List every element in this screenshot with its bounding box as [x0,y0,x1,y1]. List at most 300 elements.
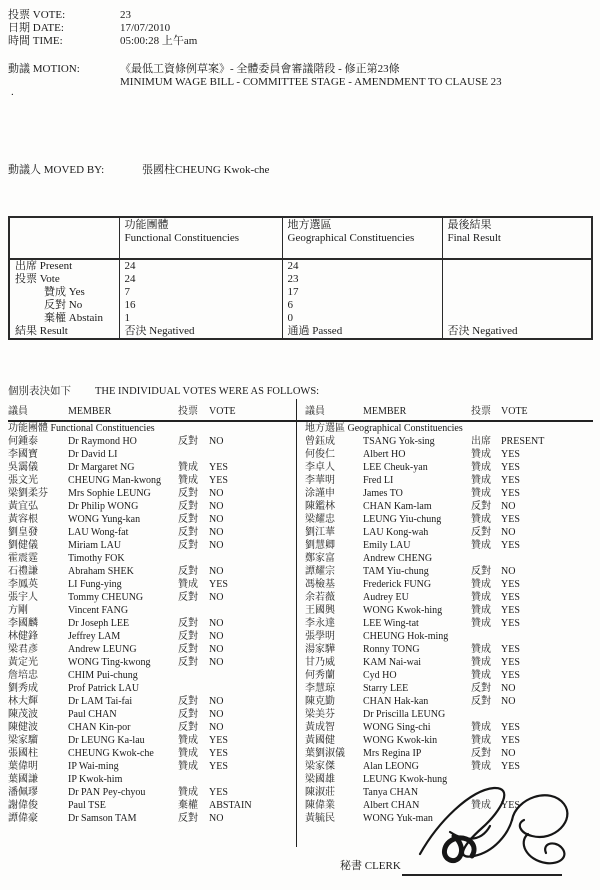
member-name-en: CHEUNG Hok-ming [363,631,449,642]
member-vote-en: NO [209,722,224,733]
member-vote-zh: 贊成 [471,475,491,486]
moved-by-label: 動議人 MOVED BY: [8,164,105,176]
member-name-zh: 劉秀成 [8,683,38,694]
member-row [8,773,295,786]
member-row [305,461,593,474]
member-name-en: LEUNG Kwok-hung [363,774,448,785]
member-name-en: Abraham SHEK [68,566,134,577]
member-name-zh: 劉健儀 [8,540,38,551]
member-name-zh: 葉偉明 [8,761,38,772]
member-name-en: IP Kwok-him [68,774,123,785]
summary-final-value [442,312,592,325]
functional-members-list [8,435,295,825]
member-vote-zh [178,669,209,682]
member-name-zh: 譚耀宗 [305,566,335,577]
member-vote-zh: 贊成 [471,761,491,772]
member-name-en: Dr PAN Pey-chyou [68,787,146,798]
time-label: 時間 TIME: [8,35,63,47]
member-row [8,812,295,825]
member-row [8,786,295,799]
member-vote-zh: 贊成 [471,462,491,473]
member-vote-en: YES [501,761,520,772]
clerk-label: 秘書 CLERK [340,860,401,872]
member-row [305,578,593,591]
member-row [305,591,593,604]
member-vote-en: NO [209,657,224,668]
member-name-zh: 李慧琼 [305,683,335,694]
member-vote-zh: 反對 [178,618,198,629]
member-name-en: Paul CHAN [68,709,117,720]
member-vote-zh: 贊成 [471,644,491,655]
member-name-en: LEE Cheuk-yan [363,462,428,473]
member-name-en: WONG Kwok-kin [363,735,438,746]
summary-row [9,312,592,325]
member-name-zh: 何鍾泰 [8,436,38,447]
member-name-en: Dr LAM Tai-fai [68,696,133,707]
member-vote-en: YES [209,761,228,772]
member-name-zh: 梁美芬 [305,709,335,720]
member-vote-en: NO [209,540,224,551]
member-vote-zh: 贊成 [471,670,491,681]
summary-col-functional [119,217,282,259]
member-vote-en: NO [209,644,224,655]
member-name-zh: 梁劉柔芬 [8,488,48,499]
member-vote-zh: 贊成 [471,540,491,551]
member-row [8,630,295,643]
member-name-zh: 林健鋒 [8,631,38,642]
member-name-zh: 黃國健 [305,735,335,746]
member-name-zh: 謝偉俊 [8,800,38,811]
member-vote-en [209,682,295,695]
member-name-en: Audrey EU [363,592,409,603]
member-row [8,474,295,487]
member-name-en: CHEUNG Man-kwong [68,475,162,486]
member-vote-zh: 反對 [471,748,491,759]
member-name-en: Albert HO [363,449,406,460]
right-column-header [305,405,593,420]
member-name-en: Timothy FOK [68,553,125,564]
member-row [305,604,593,617]
member-vote-zh: 出席 [471,436,491,447]
member-vote-zh [471,630,501,643]
member-vote-en: NO [209,436,224,447]
member-vote-en: NO [209,709,224,720]
date-value: 17/07/2010 [120,22,171,34]
member-row [305,474,593,487]
member-row [305,643,593,656]
summary-functional-value: 7 [119,286,282,299]
member-row [305,708,593,721]
member-name-zh: 劉慧卿 [305,540,335,551]
stray-scan-mark: . [11,86,14,98]
member-row [305,669,593,682]
member-row [305,682,593,695]
member-vote-en: NO [209,566,224,577]
member-name-zh: 張學明 [305,631,335,642]
summary-row-label: 贊成 Yes [44,286,85,298]
member-name-zh: 湯家驊 [305,644,335,655]
member-vote-zh: 反對 [178,644,198,655]
member-name-zh: 陳克勤 [305,696,335,707]
member-name-zh: 吳靄儀 [8,462,38,473]
member-vote-en: YES [501,488,520,499]
member-name-zh: 陳偉業 [305,800,335,811]
motion-title-en: MINIMUM WAGE BILL - COMMITTEE STAGE - AMENDMENT TO CLAUSE 23 [120,76,502,88]
member-name-en: IP Wai-ming [68,761,119,772]
member-name-zh: 黃成智 [305,722,335,733]
summary-final-value: 否決 Negatived [442,325,592,339]
member-vote-zh: 反對 [178,488,198,499]
member-vote-en: NO [209,813,224,824]
geographical-members-list [305,435,593,825]
member-vote-en: YES [501,722,520,733]
member-vote-en: NO [501,748,516,759]
member-name-zh: 何俊仁 [305,449,335,460]
member-vote-en: YES [209,748,228,759]
member-row [8,500,295,513]
member-vote-en: YES [501,735,520,746]
member-vote-zh: 贊成 [471,735,491,746]
member-vote-zh: 反對 [178,722,198,733]
member-vote-en: YES [501,475,520,486]
summary-functional-value: 24 [119,273,282,286]
col-final-en: Final Result [447,232,501,244]
member-vote-zh: 反對 [178,501,198,512]
member-vote-zh [178,552,209,565]
member-vote-zh: 反對 [471,683,491,694]
member-vote-en: NO [501,683,516,694]
member-row [8,604,295,617]
member-name-zh: 霍震霆 [8,553,38,564]
member-name-en: CHIM Pui-chung [68,670,138,681]
member-vote-zh: 反對 [178,436,198,447]
member-name-en: Mrs Sophie LEUNG [68,488,151,499]
member-vote-zh: 贊成 [471,800,491,811]
member-row [305,617,593,630]
member-name-en: Dr Joseph LEE [68,618,130,629]
member-name-zh: 張文光 [8,475,38,486]
vote-number-value: 23 [120,9,131,21]
member-vote-zh: 反對 [471,696,491,707]
member-vote-zh: 贊成 [178,787,198,798]
summary-col-final [442,217,592,259]
member-name-zh: 葉國謙 [8,774,38,785]
member-name-zh: 李國寶 [8,449,38,460]
header-member-en: MEMBER [68,406,112,417]
member-vote-en [209,552,295,565]
member-name-zh: 黃容根 [8,514,38,525]
member-vote-en: YES [501,618,520,629]
member-vote-en: NO [209,488,224,499]
col-geographical-zh: 地方選區 [287,219,332,231]
member-name-en: CHAN Kin-por [68,722,131,733]
member-vote-en: NO [209,501,224,512]
summary-row [9,299,592,312]
member-name-en: WONG Ting-kwong [68,657,151,668]
summary-row [9,325,592,339]
member-vote-en [501,708,593,721]
header-member-zh: 議員 [305,406,325,417]
summary-row [9,286,592,299]
member-name-zh: 梁國雄 [305,774,335,785]
member-name-en: Prof Patrick LAU [68,683,140,694]
member-vote-en: YES [501,514,520,525]
member-name-zh: 石禮謙 [8,566,38,577]
member-row [8,747,295,760]
member-vote-zh: 反對 [178,696,198,707]
member-row [8,669,295,682]
summary-row-label: 反對 No [44,299,83,311]
time-value: 05:00:28 上午am [120,35,198,47]
member-vote-en: YES [501,579,520,590]
summary-row [9,273,592,286]
member-name-zh: 劉江華 [305,527,335,538]
summary-geographical-value: 24 [282,259,442,273]
member-name-zh: 陳茂波 [8,709,38,720]
header-vote-zh: 投票 [178,406,198,417]
member-name-zh: 馮檢基 [305,579,335,590]
member-row [8,799,295,812]
member-name-zh: 張宇人 [8,592,38,603]
member-row [8,617,295,630]
member-vote-en: ABSTAIN [209,800,252,811]
member-name-en: Jeffrey LAM [68,631,121,642]
member-vote-zh [178,773,209,786]
summary-final-value [442,273,592,286]
member-vote-en: YES [501,670,520,681]
col-functional-en: Functional Constituencies [124,232,240,244]
member-vote-en: YES [501,644,520,655]
member-name-zh: 王國興 [305,605,335,616]
member-row [305,500,593,513]
member-row [305,513,593,526]
member-row [8,435,295,448]
member-name-zh: 譚偉豪 [8,813,38,824]
member-row [305,552,593,565]
member-name-en: Cyd HO [363,670,397,681]
member-row [8,565,295,578]
member-name-zh: 李鳳英 [8,579,38,590]
member-vote-en: NO [501,696,516,707]
individual-intro-zh: 個別表決如下 [8,386,71,397]
member-name-zh: 曾鈺成 [305,436,335,447]
member-name-en: TAM Yiu-chung [363,566,429,577]
member-vote-zh: 贊成 [471,605,491,616]
member-name-zh: 李華明 [305,475,335,486]
member-name-zh: 葉劉淑儀 [305,748,345,759]
member-vote-zh: 贊成 [471,514,491,525]
member-vote-zh: 贊成 [178,748,198,759]
moved-by-value: 張國柱CHEUNG Kwok-che [142,164,270,176]
member-name-en: Mrs Regina IP [363,748,422,759]
member-name-zh: 潘佩璆 [8,787,38,798]
member-row [305,656,593,669]
member-row [8,760,295,773]
member-vote-en: YES [501,462,520,473]
member-row [305,747,593,760]
member-name-en: Dr Philip WONG [68,501,139,512]
member-vote-zh: 贊成 [178,735,198,746]
member-vote-zh: 反對 [178,514,198,525]
member-vote-zh [471,552,501,565]
member-vote-zh: 贊成 [471,449,491,460]
member-name-en: Tanya CHAN [363,787,419,798]
member-row [8,487,295,500]
member-name-zh: 梁耀忠 [305,514,335,525]
summary-row-label: 出席 Present [15,260,73,272]
member-vote-en: NO [209,527,224,538]
member-vote-zh: 贊成 [178,761,198,772]
member-row [305,760,593,773]
member-row [8,591,295,604]
member-vote-zh: 反對 [471,501,491,512]
member-name-en: Alan LEONG [363,761,419,772]
member-name-zh: 李卓人 [305,462,335,473]
member-name-en: Ronny TONG [363,644,420,655]
summary-corner-cell [9,217,119,259]
member-vote-zh: 贊成 [471,579,491,590]
member-name-en: Albert CHAN [363,800,420,811]
member-row [8,539,295,552]
member-name-zh: 李永達 [305,618,335,629]
member-vote-en [209,773,295,786]
summary-row-label: 結果 Result [15,325,68,337]
summary-col-geographical [282,217,442,259]
member-vote-zh [178,448,209,461]
member-row [305,721,593,734]
member-vote-zh: 反對 [178,592,198,603]
motion-label: 動議 MOTION: [8,63,80,75]
member-name-en: Dr Samson TAM [68,813,137,824]
member-vote-en: YES [501,605,520,616]
vote-summary-table [8,216,593,340]
member-name-en: LAU Wong-fat [68,527,129,538]
member-row [305,435,593,448]
summary-geographical-value: 6 [282,299,442,312]
member-vote-zh: 反對 [178,631,198,642]
member-row [8,708,295,721]
member-vote-zh: 反對 [471,566,491,577]
member-vote-zh: 贊成 [471,592,491,603]
member-name-en: WONG Yuk-man [363,813,433,824]
member-name-zh: 黃宜弘 [8,501,38,512]
clerk-signature-line [402,874,562,876]
member-vote-en: YES [209,475,228,486]
column-divider-line [296,399,297,847]
summary-functional-value: 16 [119,299,282,312]
member-vote-en: NO [209,514,224,525]
member-vote-zh: 反對 [178,540,198,551]
member-row [8,682,295,695]
left-column-header [8,405,295,420]
member-name-en: Andrew CHENG [363,553,433,564]
member-vote-zh [178,682,209,695]
member-vote-en: NO [209,592,224,603]
header-vote-en: VOTE [501,406,528,417]
member-vote-zh: 贊成 [178,462,198,473]
summary-final-value [442,286,592,299]
member-name-en: WONG Kwok-hing [363,605,443,616]
member-name-en: Starry LEE [363,683,409,694]
member-name-en: LEUNG Yiu-chung [363,514,442,525]
member-name-en: Dr Margaret NG [68,462,135,473]
member-vote-en: NO [501,566,516,577]
member-vote-en [209,448,295,461]
member-row [8,552,295,565]
member-row [8,461,295,474]
member-vote-zh [471,708,501,721]
member-name-zh: 陳鑑林 [305,501,335,512]
member-row [8,526,295,539]
member-name-en: Frederick FUNG [363,579,432,590]
member-vote-zh: 贊成 [178,579,198,590]
member-vote-zh: 贊成 [471,618,491,629]
member-name-en: Miriam LAU [68,540,122,551]
member-vote-en: YES [209,735,228,746]
member-name-zh: 涂謹申 [305,488,335,499]
member-vote-en [501,552,593,565]
member-name-en: Emily LAU [363,540,411,551]
member-name-en: Dr LEUNG Ka-lau [68,735,145,746]
member-name-zh: 余若薇 [305,592,335,603]
member-name-en: James TO [363,488,403,499]
member-vote-en: YES [501,540,520,551]
member-name-en: LAU Kong-wah [363,527,429,538]
member-vote-zh: 贊成 [178,475,198,486]
member-vote-zh: 贊成 [471,657,491,668]
member-row [305,526,593,539]
member-name-zh: 陳健波 [8,722,38,733]
summary-functional-value: 24 [119,259,282,273]
member-name-en: CHAN Hak-kan [363,696,429,707]
member-row [8,734,295,747]
member-vote-en: YES [209,787,228,798]
col-final-zh: 最後結果 [447,219,492,231]
member-name-en: KAM Nai-wai [363,657,422,668]
header-underline [8,420,593,422]
summary-functional-value: 1 [119,312,282,325]
summary-header-row [9,217,592,259]
member-name-zh: 鄭家富 [305,553,335,564]
member-row [305,448,593,461]
member-vote-en: YES [209,579,228,590]
summary-final-value [442,299,592,312]
section-geographical-constituencies: 地方選區 Geographical Constituencies [305,423,463,434]
member-row [305,487,593,500]
member-name-zh: 劉皇發 [8,527,38,538]
member-row [8,643,295,656]
header-member-zh: 議員 [8,406,28,417]
member-name-zh: 黃毓民 [305,813,335,824]
member-vote-zh: 反對 [178,709,198,720]
member-name-en: Fred LI [363,475,394,486]
member-vote-zh: 反對 [471,527,491,538]
member-row [305,734,593,747]
member-name-en: Paul TSE [68,800,106,811]
member-row [8,695,295,708]
member-name-en: LI Fung-ying [68,579,122,590]
member-vote-en: NO [209,631,224,642]
member-name-zh: 梁家騮 [8,735,38,746]
member-name-en: Dr Priscilla LEUNG [363,709,446,720]
member-name-zh: 張國柱 [8,748,38,759]
member-row [305,695,593,708]
member-name-en: LEE Wing-tat [363,618,419,629]
member-vote-zh: 棄權 [178,800,198,811]
individual-intro-en: THE INDIVIDUAL VOTES WERE AS FOLLOWS: [95,386,320,397]
member-vote-en: NO [209,696,224,707]
member-name-zh: 梁家傑 [305,761,335,772]
